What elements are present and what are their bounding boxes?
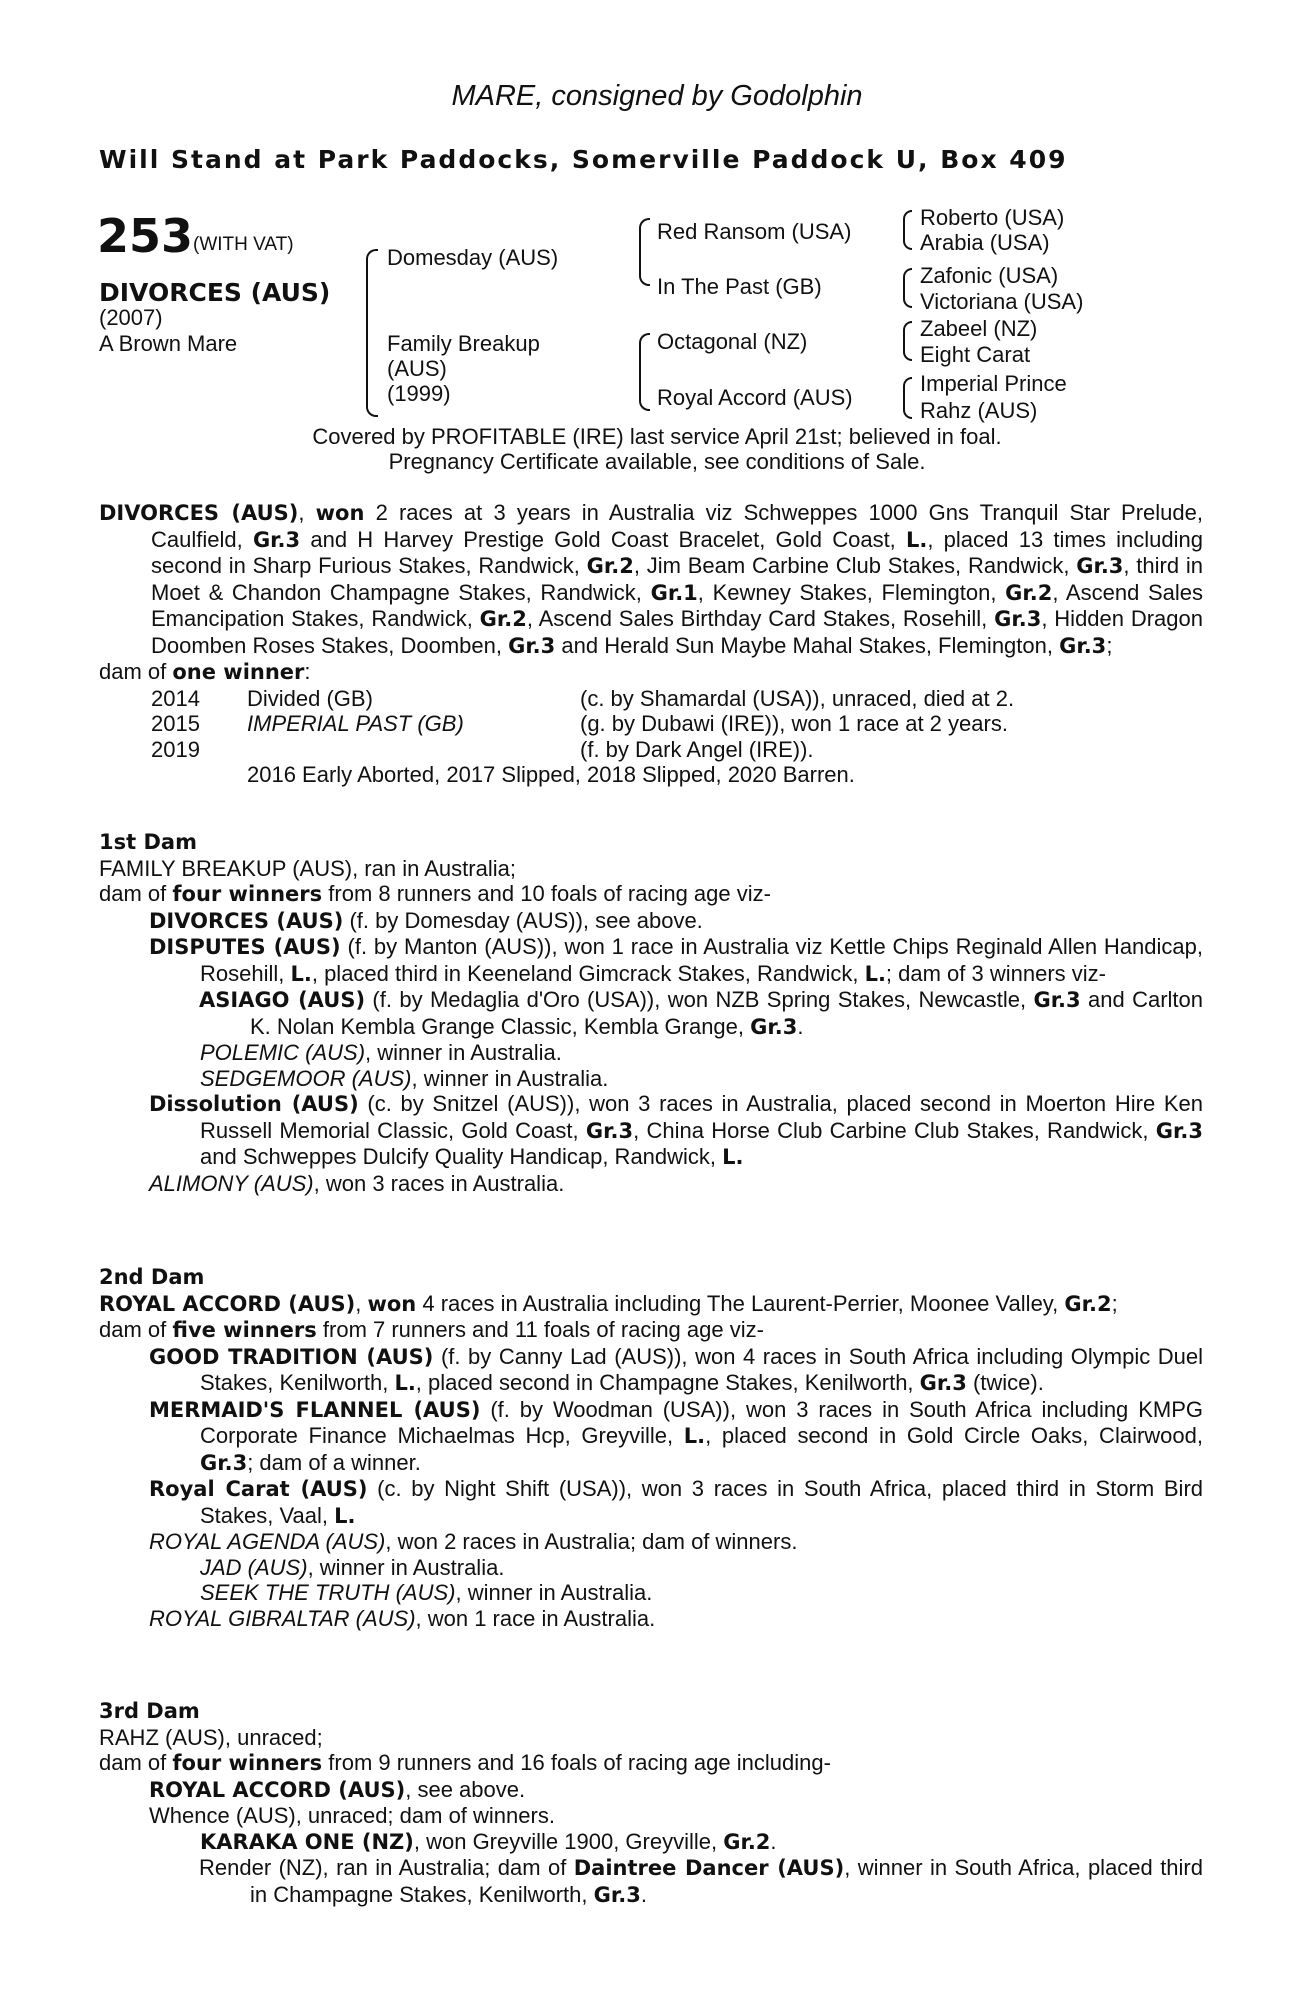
racing-record bbox=[99, 500, 1203, 788]
first-dam-entry: ALIMONY (AUS), won 3 races in Australia. bbox=[149, 1170, 565, 1196]
second-dam-entry: GOOD TRADITION (AUS) (f. by Canny Lad (AUS)), won 4 races in South Africa including Olympic Duel Stakes, Kenilworth, L., placed second in Champagne Stakes, Kenilworth, Gr.3 (twice). bbox=[149, 1343, 1204, 1395]
pedigree-brace bbox=[366, 249, 378, 417]
horse-description: A Brown Mare bbox=[99, 331, 238, 356]
produce-row: 2014 Divided (GB) (c. by Shamardal (USA)), unraced, died at 2. bbox=[151, 685, 1015, 711]
first-dam-heading: 1st Dam bbox=[99, 830, 197, 854]
pedigree-dam: Family Breakup bbox=[387, 331, 540, 356]
pedigree-sire-sire: Red Ransom (USA) bbox=[657, 219, 852, 244]
covered-note: Covered by PROFITABLE (IRE) last service April 21st; believed in foal. bbox=[312, 424, 1002, 449]
first-dam-section bbox=[99, 830, 1203, 1196]
dam-of-line: dam of one winner: bbox=[99, 659, 311, 684]
third-dam-subentry: KARAKA ONE (NZ), won Greyville 1900, Greyville, Gr.2. bbox=[200, 1828, 777, 1854]
third-dam-entry: Whence (AUS), unraced; dam of winners. bbox=[149, 1803, 555, 1828]
pedigree-sds: Zafonic (USA) bbox=[920, 263, 1059, 288]
second-dam-subentry: JAD (AUS), winner in Australia. bbox=[200, 1554, 505, 1580]
third-dam-heading: 3rd Dam bbox=[99, 1699, 200, 1723]
pedigree-ddd: Rahz (AUS) bbox=[920, 398, 1038, 423]
stand-location: Will Stand at Park Paddocks, Somerville Paddock U, Box 409 bbox=[99, 145, 1068, 174]
pedigree-sire: Domesday (AUS) bbox=[387, 245, 559, 270]
pedigree-dam-year: (1999) bbox=[387, 381, 451, 406]
pedigree-dds: Imperial Prince bbox=[920, 371, 1067, 396]
pedigree-brace bbox=[903, 268, 912, 308]
pedigree-brace bbox=[639, 333, 650, 411]
pedigree-brace bbox=[903, 210, 912, 250]
second-dam-heading: 2nd Dam bbox=[99, 1265, 205, 1289]
pedigree-brace bbox=[903, 377, 912, 419]
racing-record-text: DIVORCES (AUS), won 2 races at 3 years in Australia viz Schweppes 1000 Gns Tranquil Star Prelude, Caulfield, Gr.3 and H Harvey Prestige Gold Coast Bracelet, Gold Coast, L., placed 13 times including second in Sharp Furious Stakes, Randwick, Gr.2, Jim Beam Carbine Club Stakes, Randwick, Gr.3, third in Moet & Chandon Champagne Stakes, Randwick, Gr.1, Kewney Stakes, Flemington, Gr.2, Ascend Sales Emancipation Stakes, Randwick, Gr.2, Ascend Sales Birthday Card Stakes, Rosehill, Gr.3, Hidden Dragon Doomben Roses Stakes, Doomben, Gr.3 and Herald Sun Maybe Mahal Stakes, Flemington, Gr.3; bbox=[99, 500, 1204, 658]
third-dam-section bbox=[99, 1699, 1203, 1908]
pedigree-ssd: Arabia (USA) bbox=[920, 230, 1050, 255]
second-dam-entry: ROYAL GIBRALTAR (AUS), won 1 race in Australia. bbox=[149, 1605, 656, 1631]
pedigree-dam-sire: Octagonal (NZ) bbox=[657, 329, 808, 354]
third-dam-intro: RAHZ (AUS), unraced; bbox=[99, 1724, 323, 1750]
second-dam-entry: Royal Carat (AUS) (c. by Night Shift (USA)), won 3 races in South Africa, placed third in Storm Bird Stakes, Vaal, L. bbox=[149, 1476, 1204, 1528]
first-dam-subentry: ASIAGO (AUS) (f. by Medaglia d'Oro (USA)), won NZB Spring Stakes, Newcastle, Gr.3 and Carlton K. Nolan Kembla Grange Classic, Kembla Grange, Gr.3. bbox=[199, 987, 1204, 1039]
first-dam-entry: DIVORCES (AUS) (f. by Domesday (AUS)), see above. bbox=[149, 907, 703, 933]
pedigree-dam-country: (AUS) bbox=[387, 356, 447, 381]
first-dam-subentry: POLEMIC (AUS), winner in Australia. bbox=[200, 1040, 562, 1065]
consignor-line: MARE, consigned by Godolphin bbox=[451, 80, 863, 112]
horse-name: DIVORCES (AUS) bbox=[99, 278, 331, 307]
foaling-year: (2007) bbox=[99, 305, 163, 330]
produce-row: 2015 IMPERIAL PAST (GB) (g. by Dubawi (IRE)), won 1 race at 2 years. bbox=[151, 711, 1008, 736]
pedigree-brace bbox=[639, 218, 650, 286]
second-dam-entry: MERMAID'S FLANNEL (AUS) (f. by Woodman (USA)), won 3 races in South Africa including KMPG Corporate Finance Michaelmas Hcp, Greyville, L., placed second in Gold Circle Oaks, Clairwood, Gr.3; dam of a winner. bbox=[149, 1396, 1203, 1475]
pedigree-brace bbox=[903, 321, 912, 361]
second-dam-section bbox=[99, 1265, 1203, 1631]
first-dam-intro: FAMILY BREAKUP (AUS), ran in Australia; bbox=[99, 855, 516, 881]
second-dam-subentry: SEEK THE TRUTH (AUS), winner in Australia. bbox=[200, 1580, 653, 1605]
third-dam-summary: dam of four winners from 9 runners and 16 foals of racing age including- bbox=[99, 1750, 831, 1775]
pedigree-dss: Zabeel (NZ) bbox=[920, 316, 1038, 341]
pedigree-dam-dam: Royal Accord (AUS) bbox=[657, 385, 853, 410]
second-dam-entry: ROYAL AGENDA (AUS), won 2 races in Australia; dam of winners. bbox=[149, 1529, 798, 1554]
vat-note: (WITH VAT) bbox=[193, 234, 294, 255]
produce-note: 2016 Early Aborted, 2017 Slipped, 2018 Slipped, 2020 Barren. bbox=[247, 762, 855, 787]
second-dam-record: ROYAL ACCORD (AUS), won 4 races in Australia including The Laurent-Perrier, Moonee Valley, Gr.2; bbox=[99, 1290, 1118, 1316]
pedigree-sdd: Victoriana (USA) bbox=[920, 289, 1084, 314]
lot-number: 253 bbox=[97, 209, 194, 263]
third-dam-entry: ROYAL ACCORD (AUS), see above. bbox=[149, 1776, 526, 1802]
pedigree-dsd: Eight Carat bbox=[920, 342, 1031, 367]
pedigree-sire-dam: In The Past (GB) bbox=[657, 274, 822, 299]
first-dam-subentry: SEDGEMOOR (AUS), winner in Australia. bbox=[200, 1065, 609, 1091]
pregnancy-note: Pregnancy Certificate available, see conditions of Sale. bbox=[388, 449, 926, 474]
second-dam-summary: dam of five winners from 7 runners and 11 foals of racing age viz- bbox=[99, 1317, 764, 1342]
produce-row: 2019 (f. by Dark Angel (IRE)). bbox=[151, 736, 814, 762]
first-dam-summary: dam of four winners from 8 runners and 10 foals of racing age viz- bbox=[99, 881, 771, 906]
third-dam-subentry: Render (NZ), ran in Australia; dam of Daintree Dancer (AUS), winner in South Africa, placed third in Champagne Stakes, Kenilworth, Gr.3. bbox=[199, 1855, 1203, 1907]
first-dam-entry: DISPUTES (AUS) (f. by Manton (AUS)), won 1 race in Australia viz Kettle Chips Reginald Allen Handicap, Rosehill, L., placed third in Keeneland Gimcrack Stakes, Randwick, L.; dam of 3 winners viz- bbox=[149, 934, 1203, 986]
first-dam-entry: Dissolution (AUS) (c. by Snitzel (AUS)), won 3 races in Australia, placed second in Moerton Hire Ken Russell Memorial Classic, Gold Coast, Gr.3, China Horse Club Carbine Club Stakes, Randwick, Gr.3 and Schweppes Dulcify Quality Handicap, Randwick, L. bbox=[149, 1091, 1204, 1169]
pedigree-sss: Roberto (USA) bbox=[920, 205, 1065, 230]
